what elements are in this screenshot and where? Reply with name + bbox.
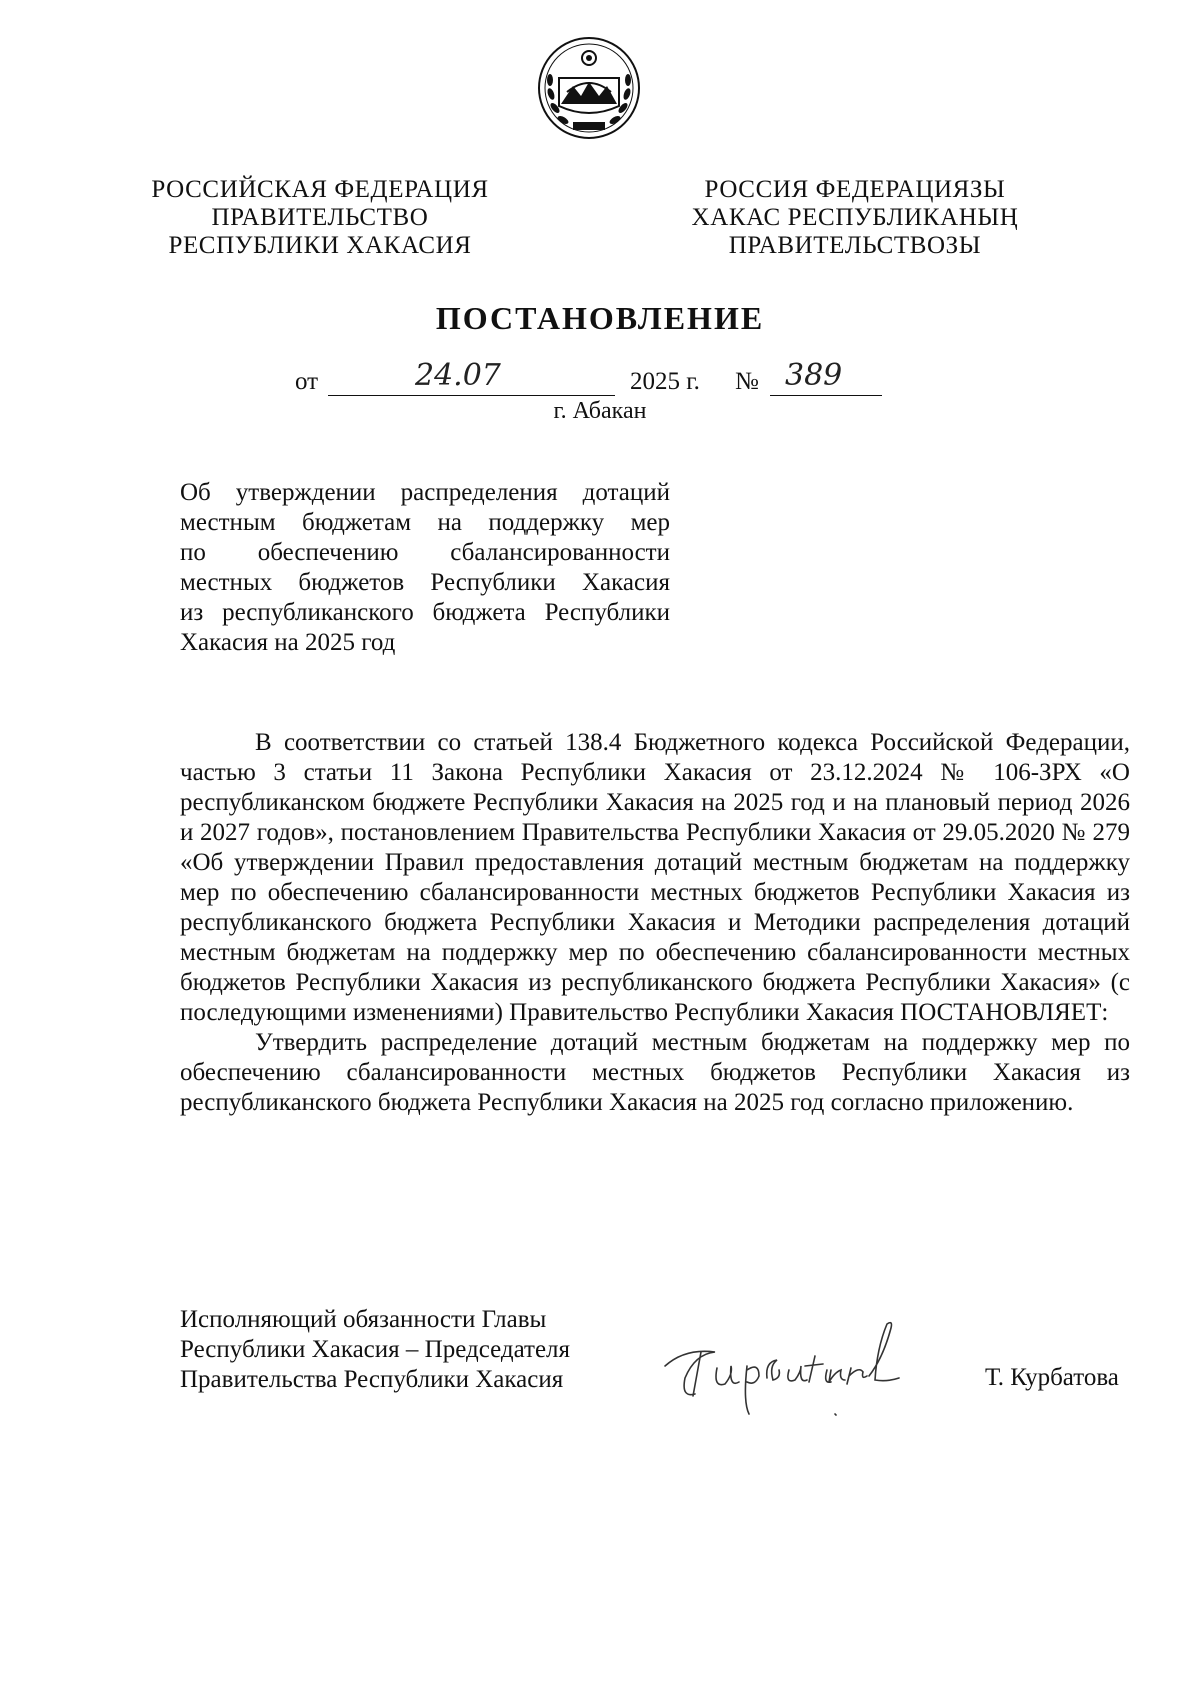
date-underline [328, 395, 615, 396]
body-text [180, 728, 1130, 1118]
header-left [150, 176, 490, 260]
subject-line: из республиканского бюджета Республики [180, 599, 670, 626]
subject-line: Об утверждении распределения дотаций [180, 479, 670, 506]
signer-name: Т. Курбатова [985, 1364, 1119, 1391]
document-title: ПОСТАНОВЛЕНИЕ [435, 300, 765, 336]
city: г. Абакан [553, 398, 647, 424]
signer-position [180, 1305, 570, 1395]
body-paragraph-1: В соответствии со статьей 138.4 Бюджетного кодекса Российской Федерации, частью 3 статьи 11 Закона Республики Хакасия от 23.12.2024 № 106-ЗРХ «О республиканском бюджете Республики Хакасия на 2025 год и на плановый период 2026 и 2027 годов», постановлением Правительства Республики Хакасия от 29.05.2020 № 279 «Об утверждении Правил предоставления дотаций местным бюджетам на поддержку мер по обеспечению сбалансированности местных бюджетов Республики Хакасия из республиканского бюджета Республики Хакасия и Методики распределения дотаций местным бюджетам на поддержку мер по обеспечению сбалансированности местных бюджетов Республики Хакасия из республиканского бюджета Республики Хакасия» (с последующими изменениями) Правительство Республики Хакасия ПОСТАНОВЛЯЕТ: [180, 729, 1130, 1026]
subject-line: местным бюджетам на поддержку мер [180, 509, 670, 536]
header-right [685, 176, 1025, 260]
signer-position-line1: Исполняющий обязанности Главы [180, 1306, 547, 1333]
date-year: 2025 г. [630, 368, 700, 395]
subject-line: Хакасия на 2025 год [180, 629, 396, 656]
header-right-line3: ПРАВИТЕЛЬСТВОЗЫ [728, 232, 982, 259]
header-left-line3: РЕСПУБЛИКИ ХАКАСИЯ [168, 232, 472, 259]
number-sign: № [735, 368, 759, 395]
header-left-line1: РОССИЙСКАЯ ФЕДЕРАЦИЯ [151, 176, 489, 203]
header-right-line2: ХАКАС РЕСПУБЛИКАНЫҢ [691, 204, 1019, 231]
header-left-line2: ПРАВИТЕЛЬСТВО [211, 204, 429, 231]
handwritten-signature [655, 1318, 920, 1428]
subject-block [180, 478, 670, 658]
coat-of-arms-emblem [537, 36, 641, 140]
subject-line: местных бюджетов Республики Хакасия [180, 569, 670, 596]
signer-position-line3: Правительства Республики Хакасия [180, 1366, 564, 1393]
number-handwritten: 389 [785, 358, 843, 393]
signer-position-line2: Республики Хакасия – Председателя [180, 1336, 571, 1363]
body-paragraph-2: Утвердить распределение дотаций местным бюджетам на поддержку мер по обеспечению сбалансированности местных бюджетов Республики Хакасия из республиканского бюджета Республики Хакасия на 2025 год согласно приложению. [180, 1029, 1130, 1116]
subject-line: по обеспечению сбалансированности [180, 539, 670, 566]
header-right-line1: РОССИЯ ФЕДЕРАЦИЯЗЫ [704, 176, 1006, 203]
date-handwritten: 24.07 [415, 358, 501, 393]
date-prefix: от [295, 368, 319, 395]
number-underline [770, 395, 882, 396]
